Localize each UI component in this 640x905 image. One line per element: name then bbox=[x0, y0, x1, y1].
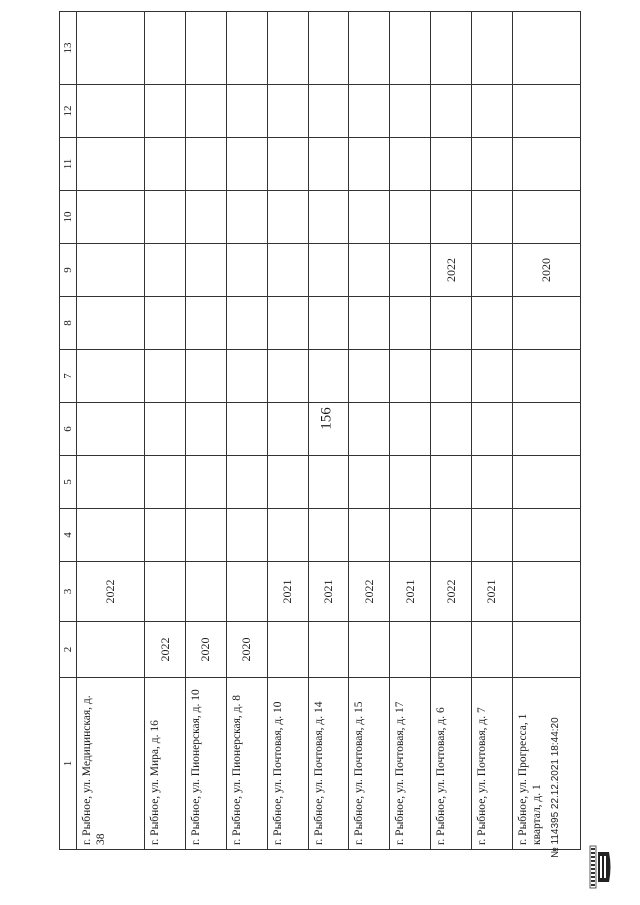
year-cell bbox=[267, 456, 308, 509]
year-cell bbox=[185, 562, 226, 622]
year-cell: 2021 bbox=[267, 562, 308, 622]
column-header-11: 11 bbox=[60, 138, 77, 191]
column-header-1: 1 bbox=[60, 678, 77, 850]
year-cell: 2022 bbox=[431, 244, 472, 297]
year-cell bbox=[512, 403, 580, 456]
year-cell bbox=[185, 456, 226, 509]
year-cell bbox=[390, 509, 431, 562]
year-cell bbox=[349, 350, 390, 403]
address-cell: г. Рыбное, ул. Почтовая, д. 15 bbox=[349, 678, 390, 850]
column-header-2: 2 bbox=[60, 622, 77, 678]
table-row bbox=[471, 12, 512, 850]
year-cell bbox=[308, 244, 349, 297]
year-cell: 2021 bbox=[471, 562, 512, 622]
table-row bbox=[185, 12, 226, 850]
year-cell bbox=[512, 191, 580, 244]
year-cell bbox=[471, 12, 512, 85]
year-cell bbox=[471, 85, 512, 138]
year-cell bbox=[512, 350, 580, 403]
column-header-7: 7 bbox=[60, 350, 77, 403]
column-header-3: 3 bbox=[60, 562, 77, 622]
year-cell bbox=[77, 350, 145, 403]
year-cell bbox=[471, 456, 512, 509]
address-cell: г. Рыбное, ул. Пионерская, д. 10 bbox=[185, 678, 226, 850]
year-cell bbox=[185, 509, 226, 562]
table-row bbox=[390, 12, 431, 850]
year-cell bbox=[431, 138, 472, 191]
year-cell bbox=[512, 85, 580, 138]
table-row bbox=[349, 12, 390, 850]
year-cell bbox=[226, 456, 267, 509]
year-cell bbox=[471, 350, 512, 403]
year-cell bbox=[267, 138, 308, 191]
year-cell bbox=[349, 12, 390, 85]
column-header-12: 12 bbox=[60, 85, 77, 138]
year-cell bbox=[471, 244, 512, 297]
year-cell bbox=[185, 403, 226, 456]
year-cell bbox=[512, 138, 580, 191]
year-cell bbox=[226, 85, 267, 138]
year-cell: 2020 bbox=[226, 622, 267, 678]
address-cell: г. Рыбное, ул. Медицинская, д. 38 bbox=[77, 678, 145, 850]
year-cell bbox=[390, 297, 431, 350]
year-cell bbox=[431, 297, 472, 350]
year-cell bbox=[226, 191, 267, 244]
year-cell bbox=[77, 509, 145, 562]
year-cell bbox=[77, 456, 145, 509]
year-cell bbox=[390, 244, 431, 297]
year-cell bbox=[267, 509, 308, 562]
year-cell bbox=[431, 350, 472, 403]
year-cell bbox=[185, 244, 226, 297]
column-header-10: 10 bbox=[60, 191, 77, 244]
year-cell bbox=[390, 191, 431, 244]
year-cell bbox=[349, 191, 390, 244]
year-cell bbox=[77, 85, 145, 138]
year-cell bbox=[390, 138, 431, 191]
year-cell bbox=[349, 138, 390, 191]
year-cell bbox=[145, 244, 186, 297]
year-cell bbox=[145, 12, 186, 85]
year-cell bbox=[390, 456, 431, 509]
year-cell bbox=[226, 350, 267, 403]
year-cell bbox=[471, 297, 512, 350]
year-cell bbox=[77, 138, 145, 191]
table-body bbox=[77, 12, 581, 850]
address-cell: г. Рыбное, ул. Почтовая, д. 17 bbox=[390, 678, 431, 850]
year-cell: 2020 bbox=[512, 244, 580, 297]
year-cell bbox=[349, 456, 390, 509]
year-cell bbox=[349, 622, 390, 678]
year-cell bbox=[145, 138, 186, 191]
year-cell bbox=[308, 350, 349, 403]
table-row bbox=[512, 12, 580, 850]
year-cell bbox=[145, 191, 186, 244]
year-cell bbox=[77, 191, 145, 244]
year-cell: 2022 bbox=[431, 562, 472, 622]
year-cell bbox=[471, 622, 512, 678]
address-cell: г. Рыбное, ул. Почтовая, д. 10 bbox=[267, 678, 308, 850]
year-cell: 2022 bbox=[77, 562, 145, 622]
year-cell bbox=[77, 12, 145, 85]
year-cell bbox=[512, 562, 580, 622]
year-cell bbox=[308, 138, 349, 191]
year-cell bbox=[349, 244, 390, 297]
year-cell bbox=[431, 85, 472, 138]
column-header-8: 8 bbox=[60, 297, 77, 350]
page-number: 156 bbox=[318, 407, 335, 430]
year-cell bbox=[390, 12, 431, 85]
year-cell bbox=[185, 350, 226, 403]
year-cell bbox=[77, 244, 145, 297]
year-cell bbox=[512, 297, 580, 350]
year-cell bbox=[185, 138, 226, 191]
year-cell bbox=[226, 509, 267, 562]
document-id-text: № 114395 22.12.2021 18:44:20 bbox=[550, 717, 561, 858]
year-cell bbox=[390, 403, 431, 456]
address-cell: г. Рыбное, ул. Почтовая, д. 6 bbox=[431, 678, 472, 850]
year-cell bbox=[349, 509, 390, 562]
year-cell bbox=[267, 350, 308, 403]
table-row bbox=[145, 12, 186, 850]
year-cell bbox=[308, 456, 349, 509]
header-row bbox=[60, 12, 77, 850]
year-cell bbox=[349, 297, 390, 350]
year-cell bbox=[308, 509, 349, 562]
year-cell: 2021 bbox=[308, 562, 349, 622]
year-cell bbox=[308, 85, 349, 138]
year-cell bbox=[226, 12, 267, 85]
column-header-6: 6 bbox=[60, 403, 77, 456]
year-cell bbox=[471, 403, 512, 456]
year-cell bbox=[308, 403, 349, 456]
year-cell bbox=[185, 85, 226, 138]
year-cell bbox=[431, 509, 472, 562]
year-cell bbox=[349, 85, 390, 138]
column-header-4: 4 bbox=[60, 509, 77, 562]
address-cell: г. Рыбное, ул. Почтовая, д. 7 bbox=[471, 678, 512, 850]
year-cell bbox=[185, 297, 226, 350]
year-cell bbox=[145, 297, 186, 350]
year-cell bbox=[267, 403, 308, 456]
year-cell bbox=[471, 191, 512, 244]
year-cell bbox=[145, 350, 186, 403]
year-cell bbox=[512, 12, 580, 85]
year-cell bbox=[512, 622, 580, 678]
year-cell bbox=[267, 85, 308, 138]
year-cell bbox=[471, 509, 512, 562]
year-cell bbox=[349, 403, 390, 456]
year-cell bbox=[185, 12, 226, 85]
rotated-table-container bbox=[59, 42, 581, 850]
address-cell: г. Рыбное, ул. Мира, д. 16 bbox=[145, 678, 186, 850]
address-cell: г. Рыбное, ул. Пионерская, д. 8 bbox=[226, 678, 267, 850]
year-cell bbox=[267, 297, 308, 350]
column-header-5: 5 bbox=[60, 456, 77, 509]
year-cell bbox=[77, 403, 145, 456]
table-row bbox=[267, 12, 308, 850]
year-cell bbox=[145, 85, 186, 138]
year-cell bbox=[431, 622, 472, 678]
year-cell bbox=[145, 403, 186, 456]
year-cell bbox=[431, 12, 472, 85]
year-cell bbox=[308, 191, 349, 244]
column-header-9: 9 bbox=[60, 244, 77, 297]
year-cell bbox=[77, 297, 145, 350]
year-cell bbox=[431, 191, 472, 244]
year-cell bbox=[185, 191, 226, 244]
year-cell bbox=[390, 350, 431, 403]
year-cell bbox=[145, 509, 186, 562]
column-header-13: 13 bbox=[60, 12, 77, 85]
year-cell: 2020 bbox=[185, 622, 226, 678]
table-row bbox=[226, 12, 267, 850]
year-cell bbox=[431, 456, 472, 509]
year-cell bbox=[145, 456, 186, 509]
year-cell: 2021 bbox=[390, 562, 431, 622]
year-cell bbox=[267, 622, 308, 678]
year-cell bbox=[308, 622, 349, 678]
year-cell bbox=[226, 562, 267, 622]
table-row bbox=[77, 12, 145, 850]
year-cell bbox=[226, 244, 267, 297]
year-cell bbox=[390, 85, 431, 138]
table-row bbox=[308, 12, 349, 850]
year-cell bbox=[308, 12, 349, 85]
year-cell: 2022 bbox=[145, 622, 186, 678]
year-cell bbox=[226, 138, 267, 191]
year-cell bbox=[512, 509, 580, 562]
year-cell bbox=[431, 403, 472, 456]
year-cell bbox=[390, 622, 431, 678]
address-cell: г. Рыбное, ул. Прогресса, 1 квартал, д. 1 bbox=[512, 678, 580, 850]
year-cell bbox=[145, 562, 186, 622]
year-cell bbox=[267, 244, 308, 297]
year-cell bbox=[512, 456, 580, 509]
building-stamp-icon bbox=[589, 844, 613, 890]
year-cell bbox=[226, 297, 267, 350]
year-cell bbox=[267, 12, 308, 85]
year-cell bbox=[308, 297, 349, 350]
year-cell bbox=[267, 191, 308, 244]
year-cell bbox=[226, 403, 267, 456]
address-cell: г. Рыбное, ул. Почтовая, д. 14 bbox=[308, 678, 349, 850]
year-cell bbox=[77, 622, 145, 678]
program-table bbox=[59, 11, 581, 850]
year-cell bbox=[471, 138, 512, 191]
table-row bbox=[431, 12, 472, 850]
year-cell: 2022 bbox=[349, 562, 390, 622]
